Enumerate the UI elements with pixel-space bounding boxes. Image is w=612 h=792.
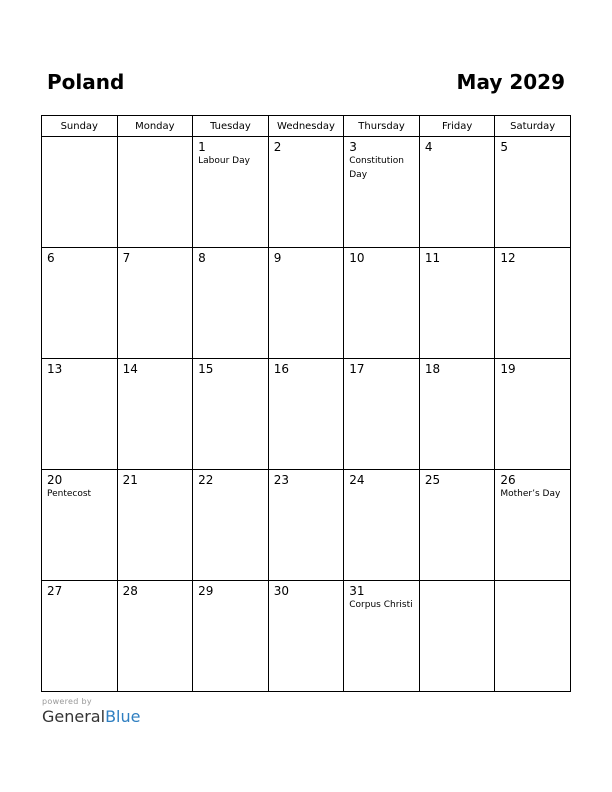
day-number: 21 [122,473,138,487]
generalblue-logo[interactable] [42,708,140,726]
calendar-grid [41,115,571,692]
day-cell [419,470,495,581]
day-cell [117,470,193,581]
day-number: 20 [47,473,63,487]
day-cell [495,248,571,359]
holiday-label: Pentecost [47,489,92,499]
powered-by-text: powered by [42,697,92,706]
day-number: 10 [349,251,365,265]
day-number: 13 [47,362,63,376]
weekday-wednesday: Wednesday [268,116,344,137]
day-cell [344,248,420,359]
day-number: 27 [47,584,63,598]
day-number: 8 [198,251,206,265]
day-cell [268,248,344,359]
weekday-saturday: Saturday [495,116,571,137]
holiday-label: Constitution Day [349,156,404,180]
day-cell [42,359,118,470]
day-cell [495,470,571,581]
day-cell [117,248,193,359]
day-number: 2 [273,140,282,154]
day-cell [419,248,495,359]
holiday-label: Labour Day [198,156,250,166]
day-cell [42,470,118,581]
day-number: 22 [198,473,214,487]
week-row [42,359,571,470]
day-number: 4 [424,140,433,154]
week-row [42,581,571,692]
day-number: 23 [273,473,289,487]
holiday-label: Mother’s Day [500,489,561,499]
day-number: 5 [500,140,509,154]
day-number: 26 [500,473,516,487]
day-cell [117,359,193,470]
day-cell [268,359,344,470]
day-cell [344,359,420,470]
month-year-title: May 2029 [456,70,565,94]
day-cell [42,581,118,692]
day-cell [268,137,344,248]
day-number: 24 [349,473,365,487]
holiday-label: Corpus Christi [349,600,413,610]
week-row [42,137,571,248]
day-number: 14 [122,362,138,376]
day-number: 9 [273,251,282,265]
day-cell [193,581,269,692]
weekday-header-row [42,116,571,137]
day-cell [344,581,420,692]
day-number: 25 [424,473,441,487]
day-cell [268,470,344,581]
day-number: 3 [349,140,357,154]
week-row [42,248,571,359]
weekday-monday: Monday [117,116,193,137]
day-number: 18 [424,362,441,376]
day-cell [117,581,193,692]
day-number: 16 [273,362,289,376]
day-cell [344,137,420,248]
brand-blue-text: Blue [105,707,141,726]
day-number: 19 [500,362,516,376]
day-cell [419,581,495,692]
day-cell [193,470,269,581]
day-cell [193,359,269,470]
day-number: 31 [349,584,365,598]
country-title: Poland [47,70,125,94]
weekday-sunday: Sunday [42,116,118,137]
weekday-thursday: Thursday [344,116,420,137]
day-number: 7 [122,251,131,265]
day-cell [268,581,344,692]
day-number: 28 [122,584,138,598]
day-cell [117,137,193,248]
day-number: 15 [198,362,214,376]
day-cell [495,359,571,470]
weekday-friday: Friday [419,116,495,137]
day-cell [495,581,571,692]
day-number: 30 [273,584,289,598]
day-number: 17 [349,362,365,376]
day-cell [495,137,571,248]
day-number: 12 [500,251,516,265]
footer [42,697,140,726]
day-cell [42,248,118,359]
day-cell [193,248,269,359]
day-number: 11 [424,251,441,265]
week-row [42,470,571,581]
day-cell [193,137,269,248]
day-number: 6 [47,251,55,265]
day-cell [419,137,495,248]
day-cell [42,137,118,248]
day-number: 1 [198,140,206,154]
brand-general-text: General [42,707,106,726]
weekday-tuesday: Tuesday [193,116,269,137]
day-cell [344,470,420,581]
day-number: 29 [198,584,214,598]
day-cell [419,359,495,470]
